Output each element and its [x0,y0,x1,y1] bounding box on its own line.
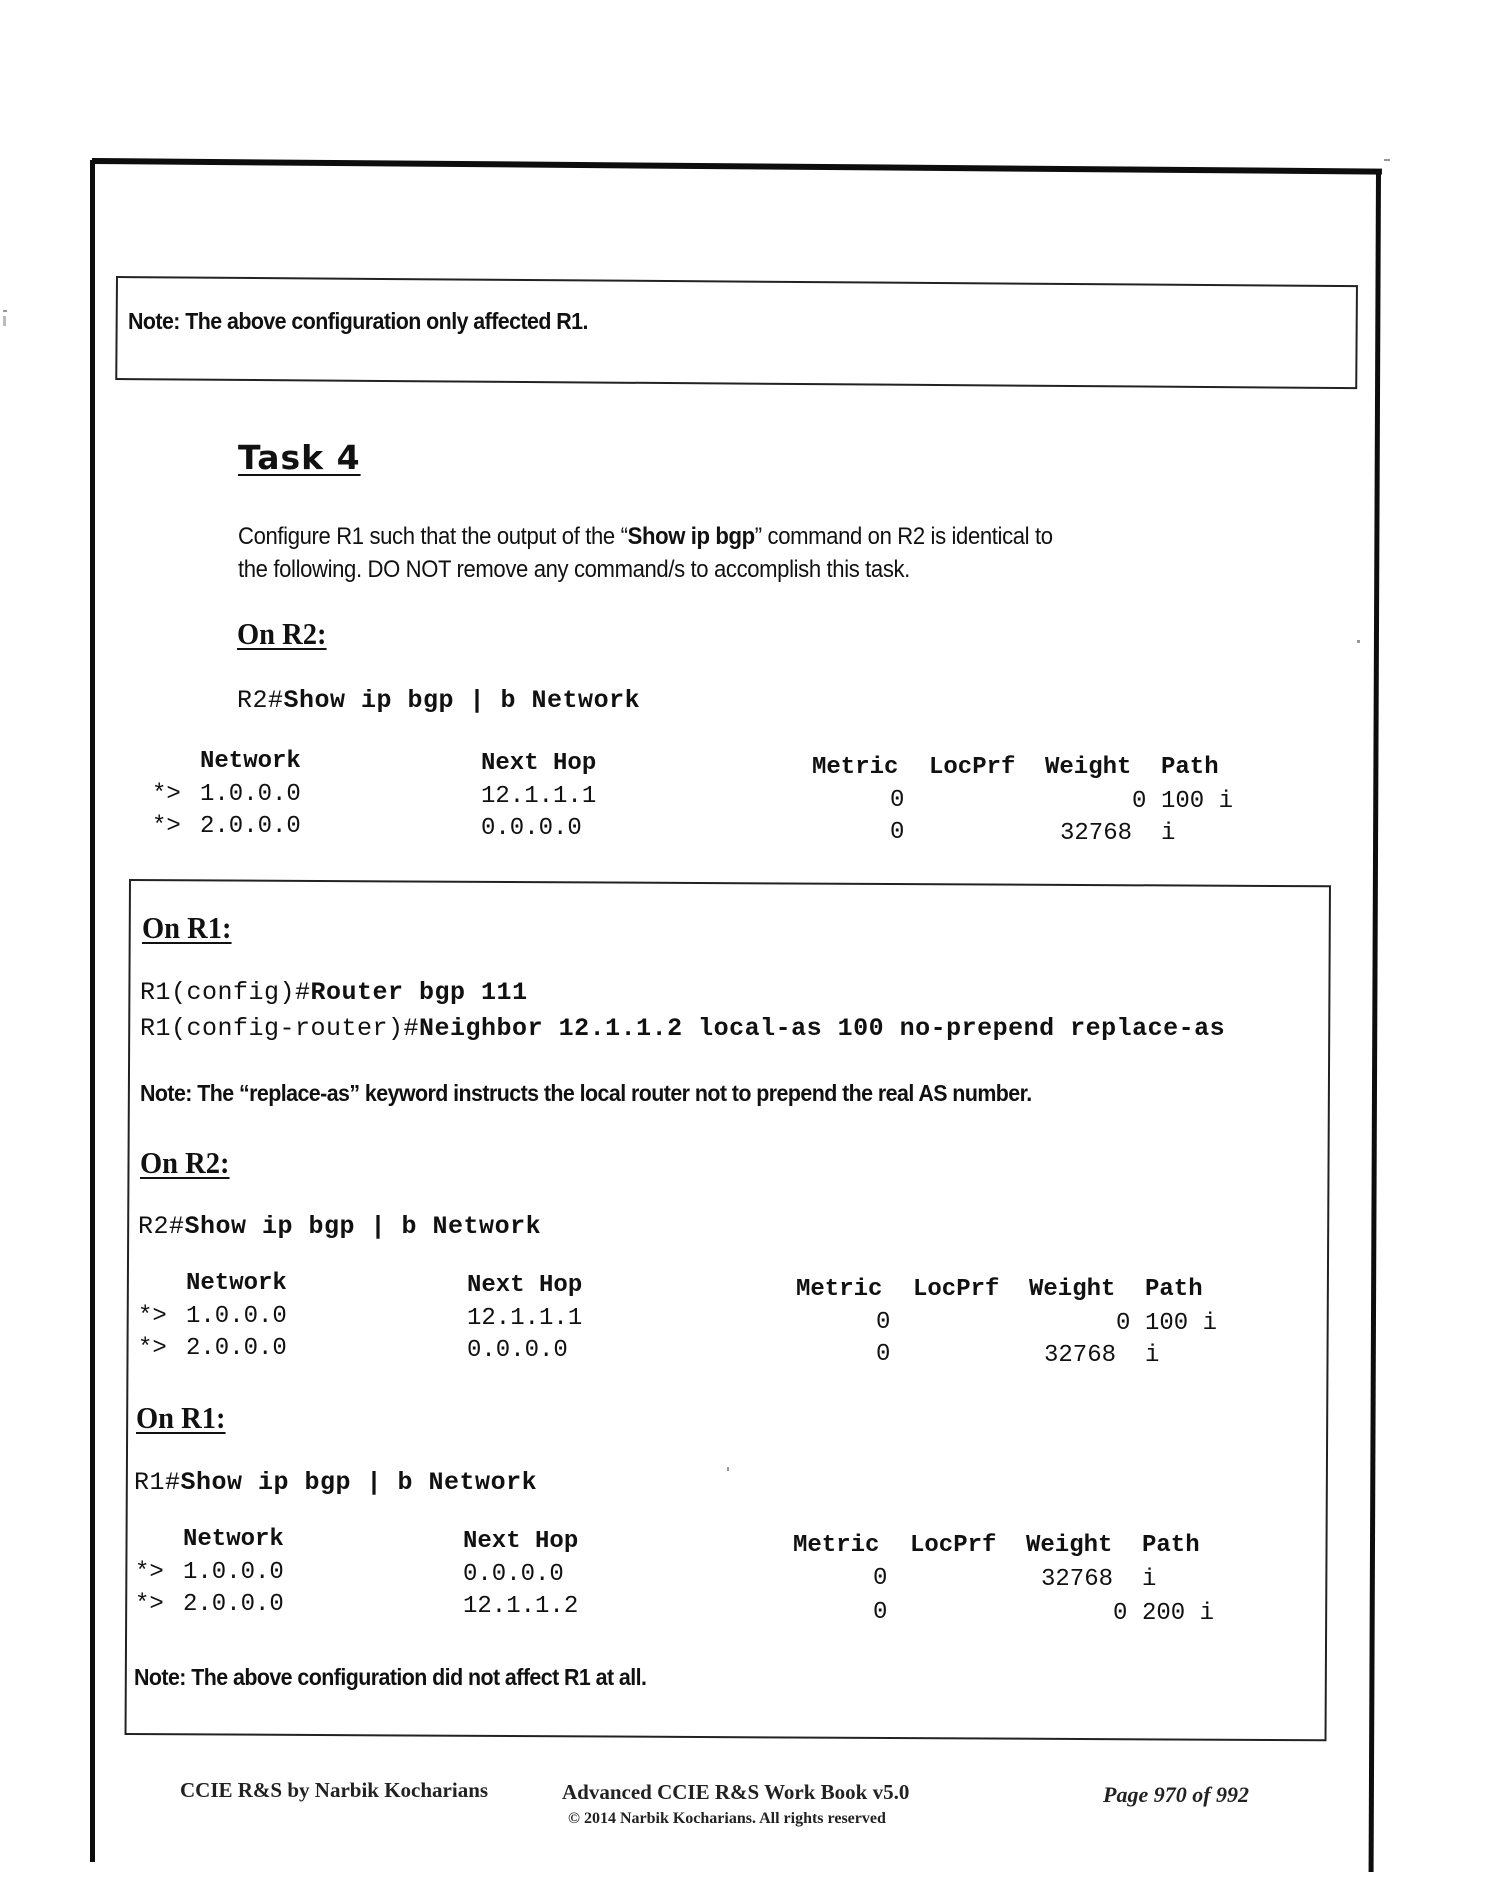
inline-command-show-ip-bgp: Show ip bgp [627,523,755,550]
table-header-metric: Metric [812,754,899,781]
r1-config-line-1: R1(config)#Router bgp 111 [140,978,528,1007]
table-header-weight: Weight [1026,1532,1113,1559]
footer-copyright: © 2014 Narbik Kocharians. All rights reserved [568,1810,886,1827]
final-note: Note: The above configuration did not affect R1 at all. [134,1664,647,1690]
task-title: Task 4 [238,438,361,477]
page-frame-left-border [90,160,95,1862]
page-frame-right-border [1369,170,1381,1872]
solution-r1-config-label: On R1: [142,910,232,945]
replace-as-note: Note: The “replace-as” keyword instructs the local router not to prepend the real AS number. [140,1080,1032,1106]
scan-speck [1357,640,1360,643]
scan-speck [3,316,6,326]
table-header-locprf: LocPrf [913,1276,1000,1303]
footer-author: CCIE R&S by Narbik Kocharians [180,1778,489,1802]
table-header-next-hop: Next Hop [481,750,597,777]
r1-config-line-2: R1(config-router)#Neighbor 12.1.1.2 local-as 100 no-prepend replace-as [140,1014,1226,1043]
r1-verify-command: R1#Show ip bgp | b Network [134,1468,538,1497]
expected-command: R2#Show ip bgp | b Network [237,686,641,715]
top-note-text: Note: The above configuration only affected R1. [128,308,588,334]
table-row: *> 1.0.0.0 0.0.0.0 0 32768 i [135,1559,1157,1593]
table-header-locprf: LocPrf [910,1532,997,1559]
scan-speck [727,1467,729,1471]
solution-r1-verify-label: On R1: [136,1400,226,1435]
table-header-weight: Weight [1045,754,1132,781]
table-header-metric: Metric [796,1276,883,1303]
table-row: *> 1.0.0.0 12.1.1.1 0 0 100 i [138,1303,1218,1337]
table-header-network: Network [200,748,301,775]
table-header-network: Network [186,1270,287,1297]
table-header-path: Path [1142,1532,1200,1559]
table-header-metric: Metric [793,1532,880,1559]
table-header-path: Path [1145,1276,1203,1303]
table-header-weight: Weight [1029,1276,1116,1303]
table-row: *> 2.0.0.0 0.0.0.0 0 32768 i [138,1335,1160,1369]
table-header-path: Path [1161,754,1219,781]
table-header-next-hop: Next Hop [463,1528,579,1555]
scan-speck [1384,159,1390,161]
table-row: *> 2.0.0.0 12.1.1.2 0 0 200 i [135,1591,1215,1627]
table-header-locprf: LocPrf [929,754,1016,781]
task-description-line-2: the following. DO NOT remove any command/s to accomplish this task. [238,556,910,583]
footer-book-title: Advanced CCIE R&S Work Book v5.0 [562,1780,910,1804]
page-frame-top-border [92,158,1382,175]
expected-section-label: On R2: [237,616,327,651]
table-row: *> 2.0.0.0 0.0.0.0 0 32768 i [152,813,1176,847]
table-header-network: Network [183,1526,284,1553]
table-row: *> 1.0.0.0 12.1.1.1 0 0 100 i [152,781,1234,815]
task-description [238,520,1053,586]
table-header-next-hop: Next Hop [467,1272,583,1299]
solution-r2-verify-label: On R2: [140,1145,230,1180]
r2-verify-command: R2#Show ip bgp | b Network [138,1212,542,1241]
footer-page-number: Page 970 of 992 [1103,1782,1250,1807]
scan-speck [3,310,7,312]
task-description-line-1: Configure R1 such that the output of the “Show ip bgp” command on R2 is identical to [238,523,1053,550]
